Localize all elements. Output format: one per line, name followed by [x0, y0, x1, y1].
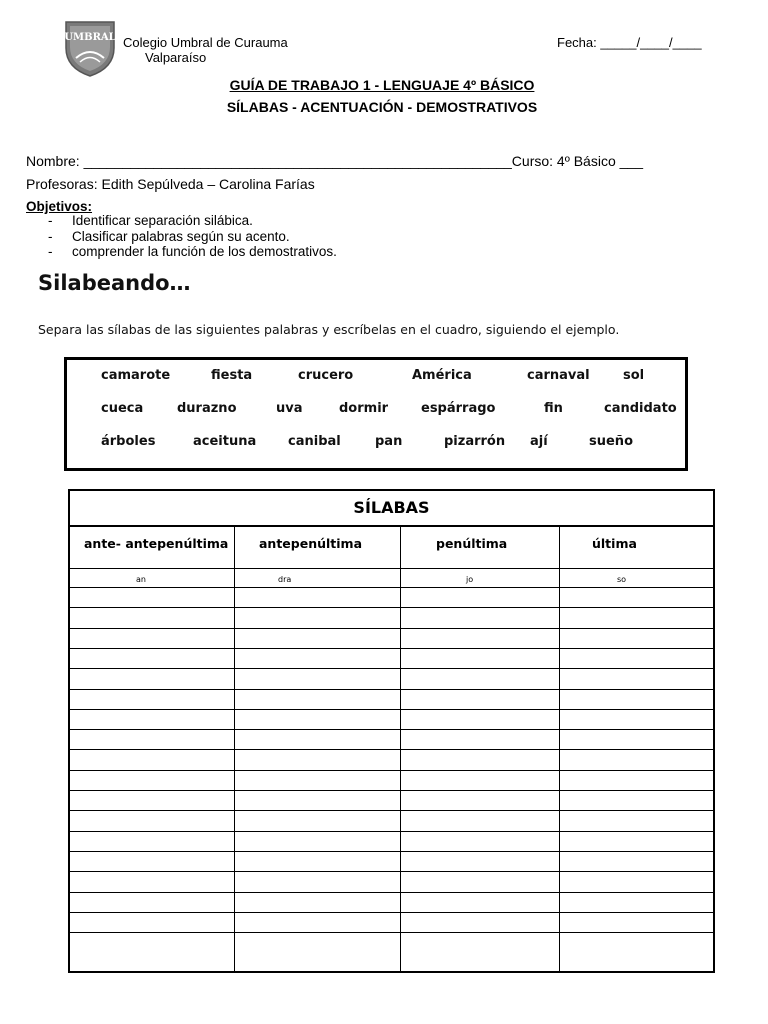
- table-row-line: [70, 932, 713, 933]
- word: pan: [375, 434, 403, 449]
- word: América: [412, 368, 472, 383]
- example-syllable: dra: [278, 575, 292, 584]
- objective-item: - comprender la función de los demostrativos.: [48, 244, 337, 259]
- column-divider: [559, 525, 560, 971]
- column-header: última: [592, 536, 637, 551]
- word: dormir: [339, 401, 389, 416]
- date-field: Fecha: _____/____/____: [557, 35, 702, 50]
- objectives-list: [48, 213, 337, 260]
- table-row-line: [70, 587, 713, 588]
- word: camarote: [101, 368, 171, 383]
- word: uva: [276, 401, 303, 416]
- word: sol: [623, 368, 645, 383]
- objectives-heading: Objetivos:: [26, 199, 93, 214]
- table-row-line: [70, 628, 713, 629]
- column-header: antepenúltima: [259, 536, 363, 551]
- column-header: ante- antepenúltima: [84, 536, 229, 551]
- school-line1: Colegio Umbral de Curauma: [123, 35, 288, 50]
- table-title: SÍLABAS: [70, 491, 713, 527]
- section-heading: Silabeando…: [38, 271, 191, 295]
- word: carnaval: [527, 368, 590, 383]
- word: cueca: [101, 401, 144, 416]
- table-row-line: [70, 810, 713, 811]
- word: pizarrón: [444, 434, 506, 449]
- table-row-line: [70, 668, 713, 669]
- example-syllable: jo: [466, 575, 474, 584]
- table-row-line: [70, 749, 713, 750]
- table-row-line: [70, 568, 713, 569]
- table-row-line: [70, 709, 713, 710]
- syllable-table: [68, 489, 715, 973]
- school-name: [123, 35, 288, 65]
- word: fin: [544, 401, 563, 416]
- word: durazno: [177, 401, 237, 416]
- logo-text: UMBRAL: [64, 32, 116, 43]
- table-row-line: [70, 892, 713, 893]
- word: ají: [530, 434, 548, 449]
- example-syllable: so: [617, 575, 627, 584]
- word: canibal: [288, 434, 341, 449]
- word-box: [64, 357, 688, 471]
- word: aceituna: [193, 434, 257, 449]
- teachers-line: Profesoras: Edith Sepúlveda – Carolina Farías: [26, 176, 315, 192]
- word: espárrago: [421, 401, 496, 416]
- column-divider: [400, 525, 401, 971]
- objective-item: - Clasificar palabras según su acento.: [48, 228, 290, 244]
- table-row-line: [70, 871, 713, 872]
- word: crucero: [298, 368, 354, 383]
- example-syllable: an: [136, 575, 146, 584]
- word: árboles: [101, 434, 156, 449]
- table-row-line: [70, 831, 713, 832]
- table-row-line: [70, 770, 713, 771]
- word: candidato: [604, 401, 677, 416]
- table-row-line: [70, 729, 713, 730]
- school-line2: Valparaíso: [145, 50, 207, 65]
- school-logo: [62, 18, 118, 78]
- column-divider: [234, 525, 235, 971]
- table-row-line: [70, 689, 713, 690]
- column-header: penúltima: [436, 536, 508, 551]
- worksheet-title: GUÍA DE TRABAJO 1 - LENGUAJE 4º BÁSICO: [229, 77, 535, 93]
- name-course-line: Nombre: _______________________________________________________Curso: 4º Básico ___: [26, 153, 643, 169]
- table-row-line: [70, 648, 713, 649]
- table-row-line: [70, 851, 713, 852]
- table-row-line: [70, 607, 713, 608]
- worksheet-subtitle: SÍLABAS - ACENTUACIÓN - DEMOSTRATIVOS: [226, 99, 538, 115]
- table-row-line: [70, 912, 713, 913]
- word: sueño: [589, 434, 633, 449]
- word: fiesta: [211, 368, 253, 383]
- section-instruction: Separa las sílabas de las siguientes palabras y escríbelas en el cuadro, siguiendo el ejemplo.: [38, 322, 620, 337]
- table-row-line: [70, 790, 713, 791]
- objective-item: - Identificar separación silábica.: [48, 213, 253, 228]
